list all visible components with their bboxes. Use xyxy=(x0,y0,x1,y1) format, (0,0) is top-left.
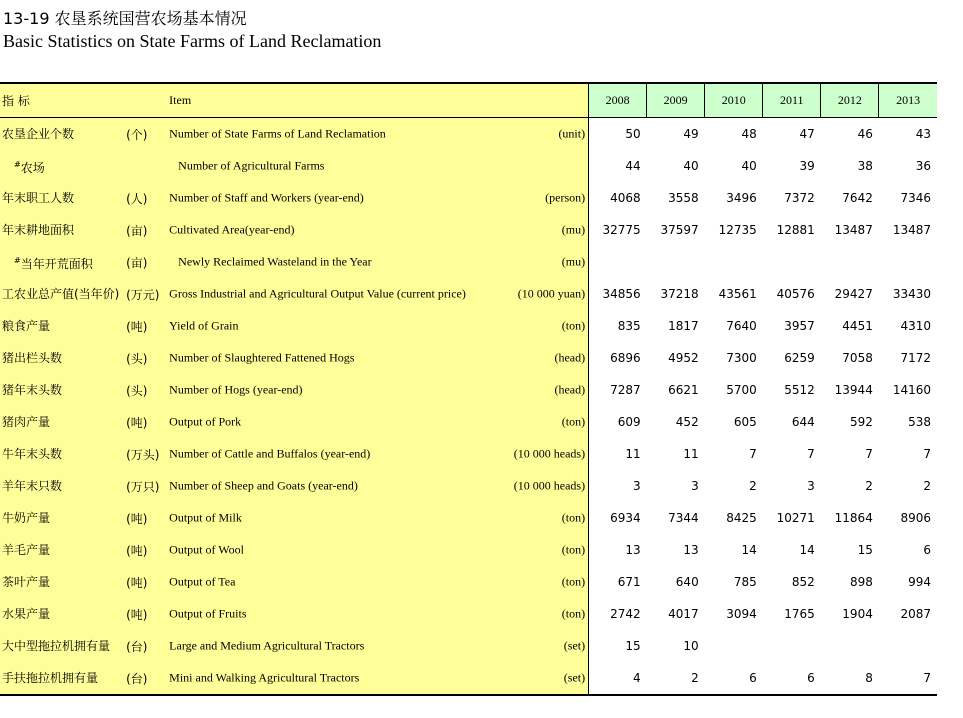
value-cell: 15 xyxy=(625,639,641,653)
value-cell: 14 xyxy=(741,543,757,557)
row-label-english-cell xyxy=(166,310,588,342)
row-label-english: Gross Industrial and Agricultural Output Value (current price) xyxy=(169,286,466,301)
row-label-english-cell xyxy=(166,630,588,662)
row-label-english-cell xyxy=(166,438,588,470)
value-cell: 11 xyxy=(683,447,699,461)
value-cell: 6621 xyxy=(668,383,699,397)
value-cell: 12735 xyxy=(718,223,757,237)
table-row xyxy=(0,630,937,662)
table-row xyxy=(0,566,937,598)
value-cell: 852 xyxy=(791,575,815,589)
value-cell: 609 xyxy=(617,415,641,429)
row-unit-english: (person) xyxy=(545,190,586,205)
value-cell: 14160 xyxy=(892,383,931,397)
value-cell: 11 xyxy=(625,447,641,461)
value-cell: 33430 xyxy=(892,287,931,301)
header-year: 2011 xyxy=(763,83,821,118)
header-year: 2013 xyxy=(879,83,937,118)
value-cell: 4017 xyxy=(668,607,699,621)
row-unit-english: (ton) xyxy=(561,318,586,333)
row-label-chinese xyxy=(0,630,122,662)
value-cell: 7 xyxy=(879,662,937,695)
row-unit-chinese: (吨) xyxy=(122,310,166,342)
row-label-english-cell xyxy=(166,374,588,406)
header-year: 2010 xyxy=(705,83,763,118)
value-cell: 7300 xyxy=(726,351,757,365)
value-cell xyxy=(705,630,763,662)
value-cell: 8906 xyxy=(900,511,931,525)
row-unit-english: (set) xyxy=(563,638,586,653)
value-cell: 13487 xyxy=(834,223,873,237)
row-label-chinese-text: 水果产量 xyxy=(2,607,51,621)
value-cell: 7642 xyxy=(842,191,873,205)
value-cell: 32775 xyxy=(602,223,641,237)
value-cell: 2087 xyxy=(900,607,931,621)
row-label-english-cell xyxy=(166,214,588,246)
row-label-english-cell xyxy=(166,502,588,534)
row-label-english: Output of Fruits xyxy=(169,606,247,621)
value-cell xyxy=(647,246,705,278)
row-label-chinese-text: 牛年末头数 xyxy=(2,447,63,461)
value-cell: 50 xyxy=(625,127,641,141)
value-cell: 14 xyxy=(799,543,815,557)
value-cell: 7287 xyxy=(610,383,641,397)
row-label-chinese-text: 粮食产量 xyxy=(2,319,51,333)
row-unit-chinese: (头) xyxy=(122,342,166,374)
row-label-chinese-text: 猪出栏头数 xyxy=(2,351,63,365)
table-row xyxy=(0,502,937,534)
row-unit-english: (ton) xyxy=(561,510,586,525)
value-cell: 6934 xyxy=(610,511,641,525)
header-year: 2012 xyxy=(821,83,879,118)
value-cell: 2 xyxy=(865,479,873,493)
table-row xyxy=(0,374,937,406)
row-label-chinese-text: 茶叶产量 xyxy=(2,575,51,589)
row-label-english: Number of State Farms of Land Reclamation xyxy=(169,126,386,141)
value-cell: 6 xyxy=(763,662,821,695)
value-cell: 2 xyxy=(647,662,705,695)
row-unit-english: (set) xyxy=(563,670,586,685)
row-label-english: Output of Tea xyxy=(169,574,236,589)
row-unit-english: (ton) xyxy=(561,574,586,589)
header-item-english: Item xyxy=(166,83,588,118)
row-label-chinese xyxy=(0,310,122,342)
value-cell: 6 xyxy=(923,543,931,557)
value-cell xyxy=(589,246,647,278)
row-unit-chinese: (头) xyxy=(122,374,166,406)
table-title-english: Basic Statistics on State Farms of Land Reclamation xyxy=(3,31,382,51)
row-label-english: Number of Sheep and Goats (year-end) xyxy=(169,478,358,493)
value-cell: 2 xyxy=(749,479,757,493)
row-label-chinese xyxy=(0,502,122,534)
value-cell: 5700 xyxy=(726,383,757,397)
value-cell: 34856 xyxy=(602,287,641,301)
value-cell: 1765 xyxy=(784,607,815,621)
value-cell: 10 xyxy=(683,639,699,653)
row-unit-chinese: (台) xyxy=(122,630,166,662)
row-unit-english: (head) xyxy=(554,382,586,397)
table-row xyxy=(0,534,937,566)
statistics-table xyxy=(0,82,937,696)
value-cell: 44 xyxy=(625,159,641,173)
value-cell: 5512 xyxy=(784,383,815,397)
value-cell: 47 xyxy=(799,127,815,141)
row-unit-chinese: (吨) xyxy=(122,534,166,566)
row-label-english-cell xyxy=(166,150,588,182)
row-label-chinese xyxy=(0,406,122,438)
table-row xyxy=(0,310,937,342)
value-cell: 4451 xyxy=(842,319,873,333)
value-cell: 49 xyxy=(683,127,699,141)
table-row xyxy=(0,246,937,278)
value-cell: 13944 xyxy=(834,383,873,397)
value-cell: 994 xyxy=(908,575,931,589)
value-cell: 785 xyxy=(733,575,757,589)
row-unit-chinese: (人) xyxy=(122,182,166,214)
value-cell: 7640 xyxy=(726,319,757,333)
row-unit-chinese: (亩) xyxy=(122,214,166,246)
header-year: 2009 xyxy=(647,83,705,118)
value-cell: 452 xyxy=(675,415,699,429)
row-label-chinese-text: 猪年末头数 xyxy=(2,383,63,397)
row-label-english-cell xyxy=(166,662,588,695)
value-cell: 7 xyxy=(807,447,815,461)
value-cell: 6259 xyxy=(784,351,815,365)
value-cell: 7058 xyxy=(842,351,873,365)
value-cell: 6 xyxy=(705,662,763,695)
value-cell: 605 xyxy=(733,415,757,429)
row-label-english: Output of Pork xyxy=(169,414,242,429)
value-cell: 898 xyxy=(849,575,873,589)
value-cell: 36 xyxy=(915,159,931,173)
row-label-chinese xyxy=(0,438,122,470)
value-cell: 46 xyxy=(857,127,873,141)
row-label-chinese-text: 大中型拖拉机拥有量 xyxy=(2,639,111,653)
value-cell: 7172 xyxy=(900,351,931,365)
value-cell: 40576 xyxy=(776,287,815,301)
row-label-english-cell xyxy=(166,278,588,310)
row-label-chinese-text: 当年开荒面积 xyxy=(20,256,93,271)
value-cell: 13 xyxy=(683,543,699,557)
value-cell: 4068 xyxy=(610,191,641,205)
row-label-chinese-text: 工农业总产值(当年价) xyxy=(2,287,120,301)
value-cell: 29427 xyxy=(834,287,873,301)
value-cell: 13 xyxy=(625,543,641,557)
table-title-chinese: 13-19 农垦系统国营农场基本情况 xyxy=(3,9,247,28)
row-unit-english: (ton) xyxy=(561,414,586,429)
row-label-chinese xyxy=(0,598,122,630)
row-label-chinese-text: 年末耕地面积 xyxy=(2,223,75,237)
row-unit-english: (ton) xyxy=(561,606,586,621)
value-cell: 15 xyxy=(857,543,873,557)
value-cell: 3 xyxy=(807,479,815,493)
row-label-chinese xyxy=(0,566,122,598)
value-cell xyxy=(705,246,763,278)
value-cell: 1904 xyxy=(842,607,873,621)
row-label-english: Number of Hogs (year-end) xyxy=(169,382,303,397)
row-label-english: Number of Slaughtered Fattened Hogs xyxy=(169,350,355,365)
value-cell: 12881 xyxy=(776,223,815,237)
table-row xyxy=(0,182,937,214)
table-row xyxy=(0,118,937,151)
value-cell: 3 xyxy=(691,479,699,493)
header-year: 2008 xyxy=(589,83,647,118)
value-cell: 7 xyxy=(923,447,931,461)
row-label-english-cell xyxy=(166,342,588,374)
row-label-chinese xyxy=(0,150,122,182)
row-label-english: Large and Medium Agricultural Tractors xyxy=(169,638,365,653)
table-row xyxy=(0,438,937,470)
value-cell: 37597 xyxy=(660,223,699,237)
value-cell: 37218 xyxy=(660,287,699,301)
row-label-chinese xyxy=(0,470,122,502)
table-row xyxy=(0,598,937,630)
value-cell: 592 xyxy=(849,415,873,429)
row-label-chinese xyxy=(0,662,122,695)
value-cell: 39 xyxy=(799,159,815,173)
value-cell: 3496 xyxy=(726,191,757,205)
value-cell: 4 xyxy=(589,662,647,695)
header-row xyxy=(0,83,937,118)
row-label-chinese xyxy=(0,374,122,406)
header-item-chinese: 指 标 xyxy=(0,83,166,118)
footnote-mark: # xyxy=(14,159,21,169)
value-cell: 43561 xyxy=(718,287,757,301)
table-row xyxy=(0,470,937,502)
row-label-chinese-text: 羊年末只数 xyxy=(2,479,63,493)
row-unit-chinese: (吨) xyxy=(122,406,166,438)
value-cell xyxy=(821,630,879,662)
row-label-chinese-text: 年末职工人数 xyxy=(2,191,75,205)
row-unit-english: (10 000 heads) xyxy=(513,478,586,493)
row-label-english: Output of Milk xyxy=(169,510,242,525)
value-cell: 8 xyxy=(821,662,879,695)
value-cell: 48 xyxy=(741,127,757,141)
row-label-chinese xyxy=(0,278,122,310)
row-label-chinese-text: 农场 xyxy=(20,160,45,175)
value-cell: 3957 xyxy=(784,319,815,333)
row-unit-english: (mu) xyxy=(561,254,586,269)
value-cell xyxy=(821,246,879,278)
row-unit-chinese: (台) xyxy=(122,662,166,695)
value-cell: 10271 xyxy=(776,511,815,525)
row-unit-chinese: (个) xyxy=(122,118,166,151)
value-cell: 7372 xyxy=(784,191,815,205)
table-row xyxy=(0,278,937,310)
row-label-english-cell xyxy=(166,246,588,278)
value-cell: 7 xyxy=(749,447,757,461)
value-cell: 4952 xyxy=(668,351,699,365)
row-unit-chinese: (万头) xyxy=(122,438,166,470)
value-cell: 11864 xyxy=(834,511,873,525)
row-label-english-cell xyxy=(166,470,588,502)
value-cell: 38 xyxy=(857,159,873,173)
row-label-chinese-text: 猪肉产量 xyxy=(2,415,51,429)
value-cell: 640 xyxy=(675,575,699,589)
row-unit-chinese: (吨) xyxy=(122,502,166,534)
row-label-english: Output of Wool xyxy=(169,542,244,557)
value-cell: 7344 xyxy=(668,511,699,525)
row-unit-chinese: (吨) xyxy=(122,598,166,630)
row-label-english: Newly Reclaimed Wasteland in the Year xyxy=(178,254,372,269)
value-cell: 40 xyxy=(683,159,699,173)
row-label-english-cell xyxy=(166,534,588,566)
row-label-english: Cultivated Area(year-end) xyxy=(169,222,295,237)
row-unit-english: (mu) xyxy=(561,222,586,237)
value-cell: 7 xyxy=(865,447,873,461)
row-label-chinese xyxy=(0,118,122,151)
value-cell xyxy=(879,630,937,662)
row-label-english-cell xyxy=(166,406,588,438)
row-label-chinese xyxy=(0,246,122,278)
row-unit-english: (10 000 yuan) xyxy=(517,286,586,301)
value-cell: 6896 xyxy=(610,351,641,365)
row-unit-chinese: (亩) xyxy=(122,246,166,278)
value-cell: 644 xyxy=(791,415,815,429)
table-row xyxy=(0,214,937,246)
footnote-mark: # xyxy=(14,255,21,265)
row-unit-chinese: (万只) xyxy=(122,470,166,502)
value-cell: 4310 xyxy=(900,319,931,333)
row-unit-chinese xyxy=(122,150,166,182)
value-cell: 835 xyxy=(617,319,641,333)
value-cell: 8425 xyxy=(726,511,757,525)
row-label-chinese xyxy=(0,182,122,214)
value-cell: 3094 xyxy=(726,607,757,621)
value-cell xyxy=(763,246,821,278)
row-unit-english: (unit) xyxy=(558,126,586,141)
value-cell: 2 xyxy=(923,479,931,493)
row-label-chinese-text: 牛奶产量 xyxy=(2,511,51,525)
value-cell: 7346 xyxy=(900,191,931,205)
value-cell: 43 xyxy=(915,127,931,141)
row-label-chinese xyxy=(0,214,122,246)
row-label-chinese xyxy=(0,342,122,374)
value-cell: 3 xyxy=(633,479,641,493)
row-unit-english: (ton) xyxy=(561,542,586,557)
row-unit-english: (10 000 heads) xyxy=(513,446,586,461)
row-unit-english: (head) xyxy=(554,350,586,365)
table-row xyxy=(0,662,937,695)
row-label-english: Number of Staff and Workers (year-end) xyxy=(169,190,364,205)
value-cell: 3558 xyxy=(668,191,699,205)
row-label-chinese xyxy=(0,534,122,566)
value-cell xyxy=(879,246,937,278)
row-label-english: Number of Agricultural Farms xyxy=(178,158,325,173)
value-cell: 40 xyxy=(741,159,757,173)
value-cell: 1817 xyxy=(668,319,699,333)
table-row xyxy=(0,342,937,374)
table-row xyxy=(0,150,937,182)
value-cell: 13487 xyxy=(892,223,931,237)
row-label-english: Mini and Walking Agricultural Tractors xyxy=(169,670,360,685)
value-cell: 538 xyxy=(908,415,931,429)
value-cell: 2742 xyxy=(610,607,641,621)
value-cell xyxy=(763,630,821,662)
row-label-chinese-text: 手扶拖拉机拥有量 xyxy=(2,671,99,685)
row-unit-chinese: (万元) xyxy=(122,278,166,310)
table-row xyxy=(0,406,937,438)
row-label-english-cell xyxy=(166,566,588,598)
value-cell: 671 xyxy=(617,575,641,589)
row-label-chinese-text: 羊毛产量 xyxy=(2,543,51,557)
row-unit-chinese: (吨) xyxy=(122,566,166,598)
row-label-english: Number of Cattle and Buffalos (year-end) xyxy=(169,446,371,461)
row-label-chinese-text: 农垦企业个数 xyxy=(2,127,75,141)
row-label-english-cell xyxy=(166,182,588,214)
row-label-english-cell xyxy=(166,598,588,630)
row-label-english-cell xyxy=(166,118,588,151)
row-label-english: Yield of Grain xyxy=(169,318,239,333)
